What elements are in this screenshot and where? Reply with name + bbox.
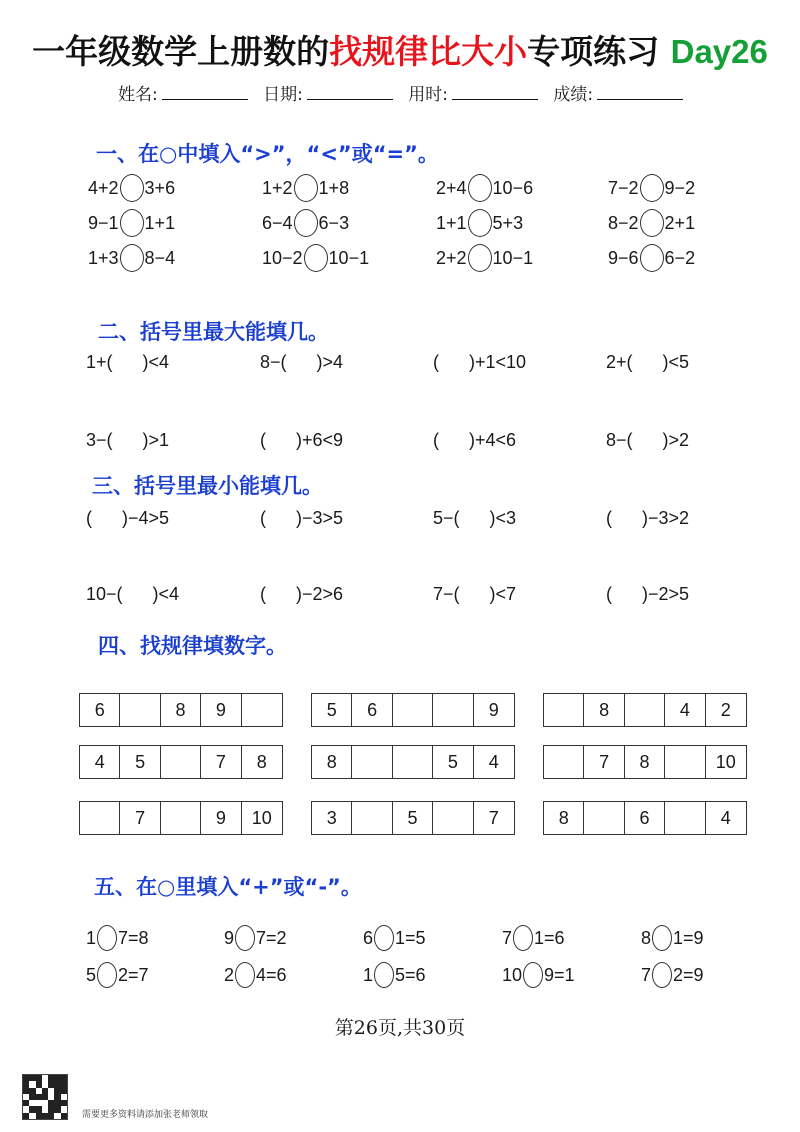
number-cell: 10 — [251, 807, 272, 828]
operand-left: 1 — [363, 964, 374, 985]
operand-left: 10 — [502, 964, 523, 985]
compare-left: 1+1 — [436, 212, 467, 233]
compare-right: 10−1 — [328, 247, 370, 268]
min-fill-item[interactable]: 10−( )<4 — [86, 584, 180, 604]
blank-cell[interactable] — [665, 802, 705, 834]
number-cell: 8 — [312, 746, 352, 778]
operator-circle[interactable] — [523, 962, 543, 988]
max-fill-item[interactable]: 1+( )<4 — [86, 352, 170, 372]
pattern-box-row — [543, 745, 747, 779]
operand-right: 1=6 — [534, 927, 565, 948]
number-cell: 6 — [352, 694, 392, 726]
compare-right: 6−2 — [664, 247, 696, 268]
blank-cell[interactable] — [584, 802, 624, 834]
blank-cell[interactable] — [544, 746, 584, 778]
min-fill-item[interactable]: ( )−3>2 — [606, 508, 690, 528]
operator-item — [363, 925, 426, 951]
operator-item — [363, 962, 426, 988]
blank-cell[interactable] — [665, 746, 705, 778]
operand-left: 5 — [86, 964, 97, 985]
answer-circle[interactable] — [640, 244, 664, 272]
operand-right: 1=9 — [673, 927, 704, 948]
answer-circle[interactable] — [640, 209, 664, 237]
compare-item — [436, 174, 533, 202]
compare-right: 2+1 — [664, 212, 696, 233]
score-label: 成绩: — [553, 85, 594, 105]
number-cell: 7 — [584, 746, 624, 778]
blank-cell[interactable] — [161, 802, 201, 834]
operand-left: 6 — [363, 927, 374, 948]
answer-circle[interactable] — [468, 174, 492, 202]
answer-circle[interactable] — [120, 174, 144, 202]
answer-circle[interactable] — [468, 209, 492, 237]
compare-item — [262, 174, 349, 202]
operand-right: 4=6 — [256, 964, 287, 985]
number-cell: 8 — [544, 802, 584, 834]
pattern-box-row — [311, 693, 515, 727]
date-label: 日期: — [263, 85, 303, 105]
answer-circle[interactable] — [468, 244, 492, 272]
pattern-box-row — [311, 801, 515, 835]
section-2-title: 二、括号里最大能填几。 — [98, 320, 329, 344]
operator-item — [641, 962, 704, 988]
pattern-box-row — [543, 693, 747, 727]
operand-right: 2=9 — [673, 964, 704, 985]
min-fill-item[interactable]: ( )−3>5 — [260, 508, 344, 528]
number-cell: 6 — [80, 694, 120, 726]
answer-circle[interactable] — [120, 244, 144, 272]
compare-item — [262, 209, 349, 237]
compare-right: 10−6 — [492, 177, 534, 198]
page-number: 第26页,共30页 — [334, 1017, 466, 1039]
compare-left: 9−6 — [608, 247, 639, 268]
number-cell: 3 — [312, 802, 352, 834]
section-1-title: 一、在○中填入“>”，“<”或“=”。 — [96, 142, 439, 166]
score-field[interactable] — [597, 86, 683, 100]
max-fill-item[interactable]: 2+( )<5 — [606, 352, 690, 372]
blank-cell[interactable] — [433, 802, 473, 834]
operator-item — [502, 925, 565, 951]
name-label: 姓名: — [118, 85, 158, 105]
operator-circle[interactable] — [374, 962, 394, 988]
time-field[interactable] — [452, 86, 538, 100]
date-field[interactable] — [307, 86, 393, 100]
compare-left: 1+3 — [88, 247, 119, 268]
compare-item — [608, 244, 695, 272]
compare-item — [436, 209, 523, 237]
operand-left: 7 — [502, 927, 513, 948]
compare-left: 10−2 — [262, 247, 303, 268]
operand-right: 7=8 — [118, 927, 149, 948]
title-part-3: 专项练习 — [527, 32, 660, 71]
operator-circle[interactable] — [235, 962, 255, 988]
compare-item — [262, 244, 369, 272]
blank-cell[interactable] — [433, 694, 473, 726]
number-cell: 8 — [584, 694, 624, 726]
qr-code-icon — [22, 1074, 68, 1120]
section-5-title: 五、在○里填入“+”或“-”。 — [94, 875, 362, 899]
name-field[interactable] — [162, 86, 248, 100]
blank-cell[interactable] — [393, 746, 433, 778]
time-label: 用时: — [408, 85, 449, 105]
number-cell: 9 — [488, 699, 499, 720]
blank-cell[interactable] — [242, 694, 282, 726]
footer-note: 需要更多资料请添加张老师领取 — [82, 1110, 209, 1120]
title-day: Day26 — [670, 33, 768, 70]
operand-left: 1 — [86, 927, 97, 948]
pattern-box-row — [79, 745, 283, 779]
compare-left: 8−2 — [608, 212, 639, 233]
title-part-2: 找规律比大小 — [329, 32, 528, 71]
compare-right: 8−4 — [144, 247, 176, 268]
max-fill-item[interactable]: ( )+1<10 — [433, 352, 527, 372]
compare-right: 10−1 — [492, 247, 534, 268]
operator-item — [86, 962, 149, 988]
operator-item — [86, 925, 149, 951]
compare-item — [608, 174, 695, 202]
section-3-title: 三、括号里最小能填几。 — [92, 474, 323, 498]
number-cell: 5 — [433, 746, 473, 778]
number-cell: 5 — [312, 694, 352, 726]
compare-item — [88, 174, 175, 202]
number-cell: 9 — [201, 694, 241, 726]
title-part-1: 一年级数学上册数的 — [32, 32, 330, 71]
compare-right: 9−2 — [664, 177, 696, 198]
number-cell: 4 — [720, 807, 731, 828]
operator-circle[interactable] — [97, 925, 117, 951]
operand-left: 2 — [224, 964, 235, 985]
number-cell: 9 — [201, 802, 241, 834]
compare-right: 3+6 — [144, 177, 176, 198]
blank-cell[interactable] — [352, 802, 392, 834]
compare-left: 4+2 — [88, 177, 119, 198]
min-fill-item[interactable]: 5−( )<3 — [433, 508, 517, 528]
number-cell: 7 — [120, 802, 160, 834]
operator-item — [502, 962, 575, 988]
compare-left: 6−4 — [262, 212, 293, 233]
operand-left: 8 — [641, 927, 652, 948]
min-fill-item[interactable]: 7−( )<7 — [433, 584, 517, 604]
operand-right: 1=5 — [395, 927, 426, 948]
operand-right: 5=6 — [395, 964, 426, 985]
number-cell: 6 — [625, 802, 665, 834]
min-fill-item[interactable]: ( )−4>5 — [86, 508, 170, 528]
blank-cell[interactable] — [120, 694, 160, 726]
number-cell: 5 — [120, 746, 160, 778]
number-cell: 4 — [80, 746, 120, 778]
answer-circle[interactable] — [120, 209, 144, 237]
min-fill-item[interactable]: ( )−2>6 — [260, 584, 344, 604]
compare-left: 9−1 — [88, 212, 119, 233]
compare-left: 7−2 — [608, 177, 639, 198]
operator-circle[interactable] — [97, 962, 117, 988]
min-fill-item[interactable]: ( )−2>5 — [606, 584, 690, 604]
pattern-box-row — [79, 693, 283, 727]
max-fill-item[interactable]: 3−( )>1 — [86, 430, 170, 450]
pattern-box-row — [543, 801, 747, 835]
number-cell: 2 — [720, 699, 731, 720]
compare-right: 1+8 — [318, 177, 350, 198]
compare-item — [608, 209, 695, 237]
pattern-box-row — [79, 801, 283, 835]
operand-right: 9=1 — [544, 964, 575, 985]
number-cell: 7 — [201, 746, 241, 778]
blank-cell[interactable] — [80, 802, 120, 834]
answer-circle[interactable] — [304, 244, 328, 272]
number-cell: 4 — [488, 751, 499, 772]
operator-circle[interactable] — [652, 962, 672, 988]
compare-item — [436, 244, 533, 272]
compare-item — [88, 244, 175, 272]
number-cell: 10 — [715, 751, 736, 772]
answer-circle[interactable] — [294, 209, 318, 237]
operator-circle[interactable] — [652, 925, 672, 951]
blank-cell[interactable] — [393, 694, 433, 726]
max-fill-item[interactable]: 8−( )>2 — [606, 430, 690, 450]
blank-cell[interactable] — [352, 746, 392, 778]
blank-cell[interactable] — [161, 746, 201, 778]
max-fill-item[interactable]: 8−( )>4 — [260, 352, 344, 372]
answer-circle[interactable] — [640, 174, 664, 202]
operator-item — [641, 925, 704, 951]
compare-left: 2+4 — [436, 177, 467, 198]
number-cell: 8 — [625, 746, 665, 778]
compare-right: 6−3 — [318, 212, 350, 233]
number-cell: 7 — [488, 807, 499, 828]
blank-cell[interactable] — [625, 694, 665, 726]
number-cell: 8 — [256, 751, 267, 772]
blank-cell[interactable] — [544, 694, 584, 726]
max-fill-item[interactable]: ( )+6<9 — [260, 430, 344, 450]
operator-item — [224, 925, 287, 951]
student-info-line — [118, 80, 693, 105]
max-fill-item[interactable]: ( )+4<6 — [433, 430, 517, 450]
operator-circle[interactable] — [374, 925, 394, 951]
operand-right: 7=2 — [256, 927, 287, 948]
compare-item — [88, 209, 175, 237]
compare-right: 5+3 — [492, 212, 524, 233]
operand-left: 9 — [224, 927, 235, 948]
operand-left: 7 — [641, 964, 652, 985]
number-cell: 5 — [393, 802, 433, 834]
operator-circle[interactable] — [235, 925, 255, 951]
operand-right: 2=7 — [118, 964, 149, 985]
operator-item — [224, 962, 287, 988]
compare-left: 1+2 — [262, 177, 293, 198]
worksheet-title — [0, 26, 800, 73]
answer-circle[interactable] — [294, 174, 318, 202]
pattern-box-row — [311, 745, 515, 779]
compare-left: 2+2 — [436, 247, 467, 268]
compare-right: 1+1 — [144, 212, 176, 233]
operator-circle[interactable] — [513, 925, 533, 951]
number-cell: 8 — [161, 694, 201, 726]
number-cell: 4 — [665, 694, 705, 726]
section-4-title: 四、找规律填数字。 — [98, 634, 287, 658]
